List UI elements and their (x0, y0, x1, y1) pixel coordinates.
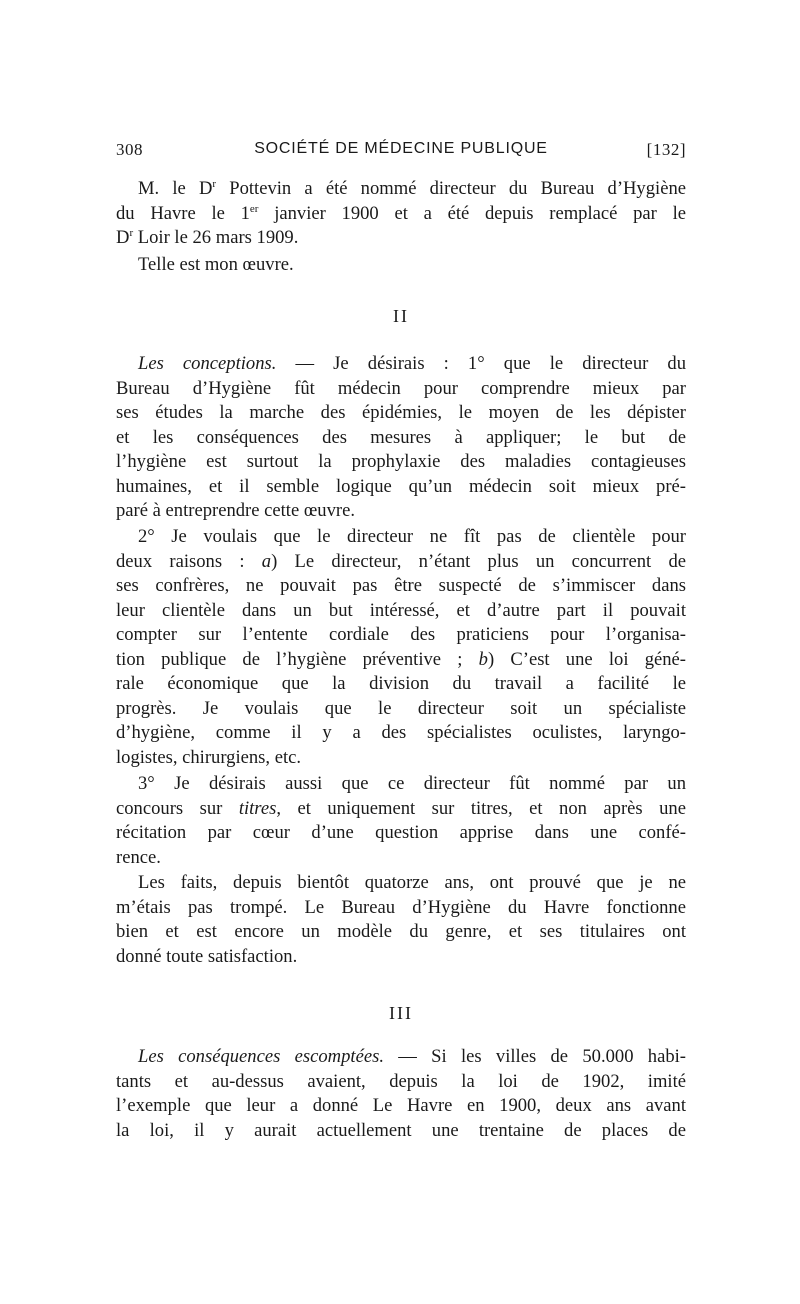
bracket-reference: [132] (646, 140, 686, 159)
text-line: compter sur l’entente cordiale des praticiens pour l’organisa- (116, 624, 686, 645)
text-line: tants et au-dessus avaient, depuis la loi de 1902, imité (116, 1070, 686, 1092)
text-line: et les conséquences des mesures à appliquer; le but de (116, 426, 686, 448)
text-line: Les conséquences escomptées. — Si les villes de 50.000 habi- (138, 1046, 686, 1067)
paragraph-consequences (116, 1045, 686, 1143)
text-line: d’hygiène, comme il y a des spécialistes oculistes, laryngo- (116, 722, 686, 743)
text-line: m’étais pas trompé. Le Bureau d’Hygiène du Havre fonctionne (116, 896, 686, 918)
text-line: rence. (116, 846, 161, 868)
text-line: 2° Je voulais que le directeur ne fît pas de clientèle pour (138, 526, 686, 547)
text-line: leur clientèle dans un but intéressé, et d’autre part il pouvait (116, 599, 686, 621)
text-line: paré à entreprendre cette œuvre. (116, 500, 355, 521)
text-line: ses études la marche des épidémies, le moyen de les dépister (116, 402, 686, 423)
section-heading-ii: II (393, 306, 409, 326)
text-line: humaines, et il semble logique qu’un médecin soit mieux pré- (116, 475, 686, 497)
text-line: 3° Je désirais aussi que ce directeur fût nommé par un (138, 773, 686, 794)
text-line: ses confrères, ne pouvait pas être suspecté de s’immiscer dans (116, 575, 686, 596)
text-line: progrès. Je voulais que le directeur soit un spécialiste (116, 697, 686, 719)
text-line: deux raisons : a) Le directeur, n’étant plus un concurrent de (116, 550, 686, 572)
section-heading-iii: III (389, 1003, 413, 1023)
text-line: récitation par cœur d’une question apprise dans une confé- (116, 822, 686, 843)
paragraph-appointment (116, 177, 686, 251)
text-line: $D^r$ Loir le 26 mars 1909. (116, 227, 299, 248)
text-line: la loi, il y aurait actuellement une trentaine de places de (116, 1119, 686, 1141)
text-line: Bureau d’Hygiène fût médecin pour comprendre mieux par (116, 377, 686, 399)
text-line: donné toute satisfaction. (116, 945, 298, 967)
text-line: du Havre le 1er janvier 1900 et a été depuis remplacé par le (116, 202, 686, 224)
section-lead: Les conceptions. (138, 353, 277, 374)
text-line: logistes, chirurgiens, etc. (116, 746, 302, 768)
text-line: tion publique de l’hygiène préventive ; b) C’est une loi géné- (116, 648, 686, 670)
running-title: SOCIÉTÉ DE MÉDECINE PUBLIQUE (254, 140, 548, 157)
section-lead: Les conséquences escomptées. (138, 1046, 384, 1067)
text-line: concours sur titres, et uniquement sur titres, et non après une (116, 797, 686, 819)
text-line: rale économique que la division du travail a facilité le (116, 673, 686, 694)
text-line: Les conceptions. — Je désirais : 1° que le directeur du (138, 353, 686, 374)
text-line: l’hygiène est surtout la prophylaxie des maladies contagieuses (116, 451, 686, 472)
text-line: Telle est mon œuvre. (138, 254, 294, 275)
running-header (116, 140, 686, 164)
paragraph-faits (116, 871, 686, 969)
paragraph-concours (116, 772, 686, 870)
page-number: 308 (116, 140, 143, 159)
paragraph-clientele (116, 525, 686, 770)
paragraph-oeuvre (116, 253, 686, 278)
text-line: M. le $D^r$ Pottevin a été nommé directeur du Bureau d’Hygiène (138, 178, 686, 199)
text-line: l’exemple que leur a donné Le Havre en 1900, deux ans avant (116, 1095, 686, 1116)
paragraph-conceptions (116, 352, 686, 524)
text-line: bien et est encore un modèle du genre, et ses titulaires ont (116, 921, 686, 942)
text-line: Les faits, depuis bientôt quatorze ans, ont prouvé que je ne (138, 872, 686, 893)
